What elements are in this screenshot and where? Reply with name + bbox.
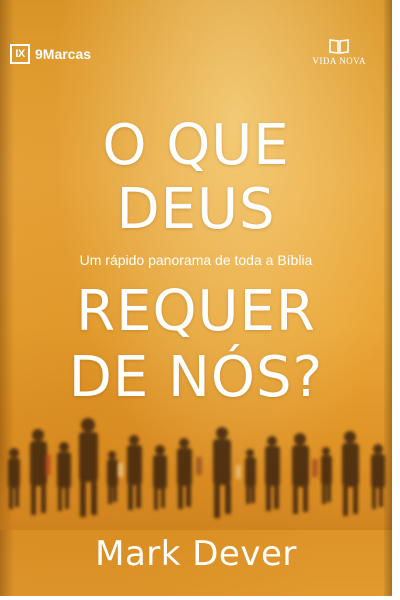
title-line-4: DE NÓS? xyxy=(68,345,324,410)
publisher-name-right: VIDA NOVA xyxy=(312,56,366,66)
publisher-logo-9marcas xyxy=(10,44,91,64)
ix-logo-icon: IX xyxy=(10,44,30,64)
title-line-2: DEUS xyxy=(116,177,276,242)
subtitle: Um rápido panorama de toda a Bíblia xyxy=(79,252,313,268)
open-book-icon xyxy=(329,38,349,54)
crowd-photo xyxy=(0,395,392,530)
publisher-name-left: 9Marcas xyxy=(35,46,92,62)
title-line-3: REQUER xyxy=(76,279,316,344)
title-line-1: O QUE xyxy=(102,113,290,178)
author-name: Mark Dever xyxy=(95,534,297,574)
publisher-logo-vida-nova xyxy=(312,38,366,66)
